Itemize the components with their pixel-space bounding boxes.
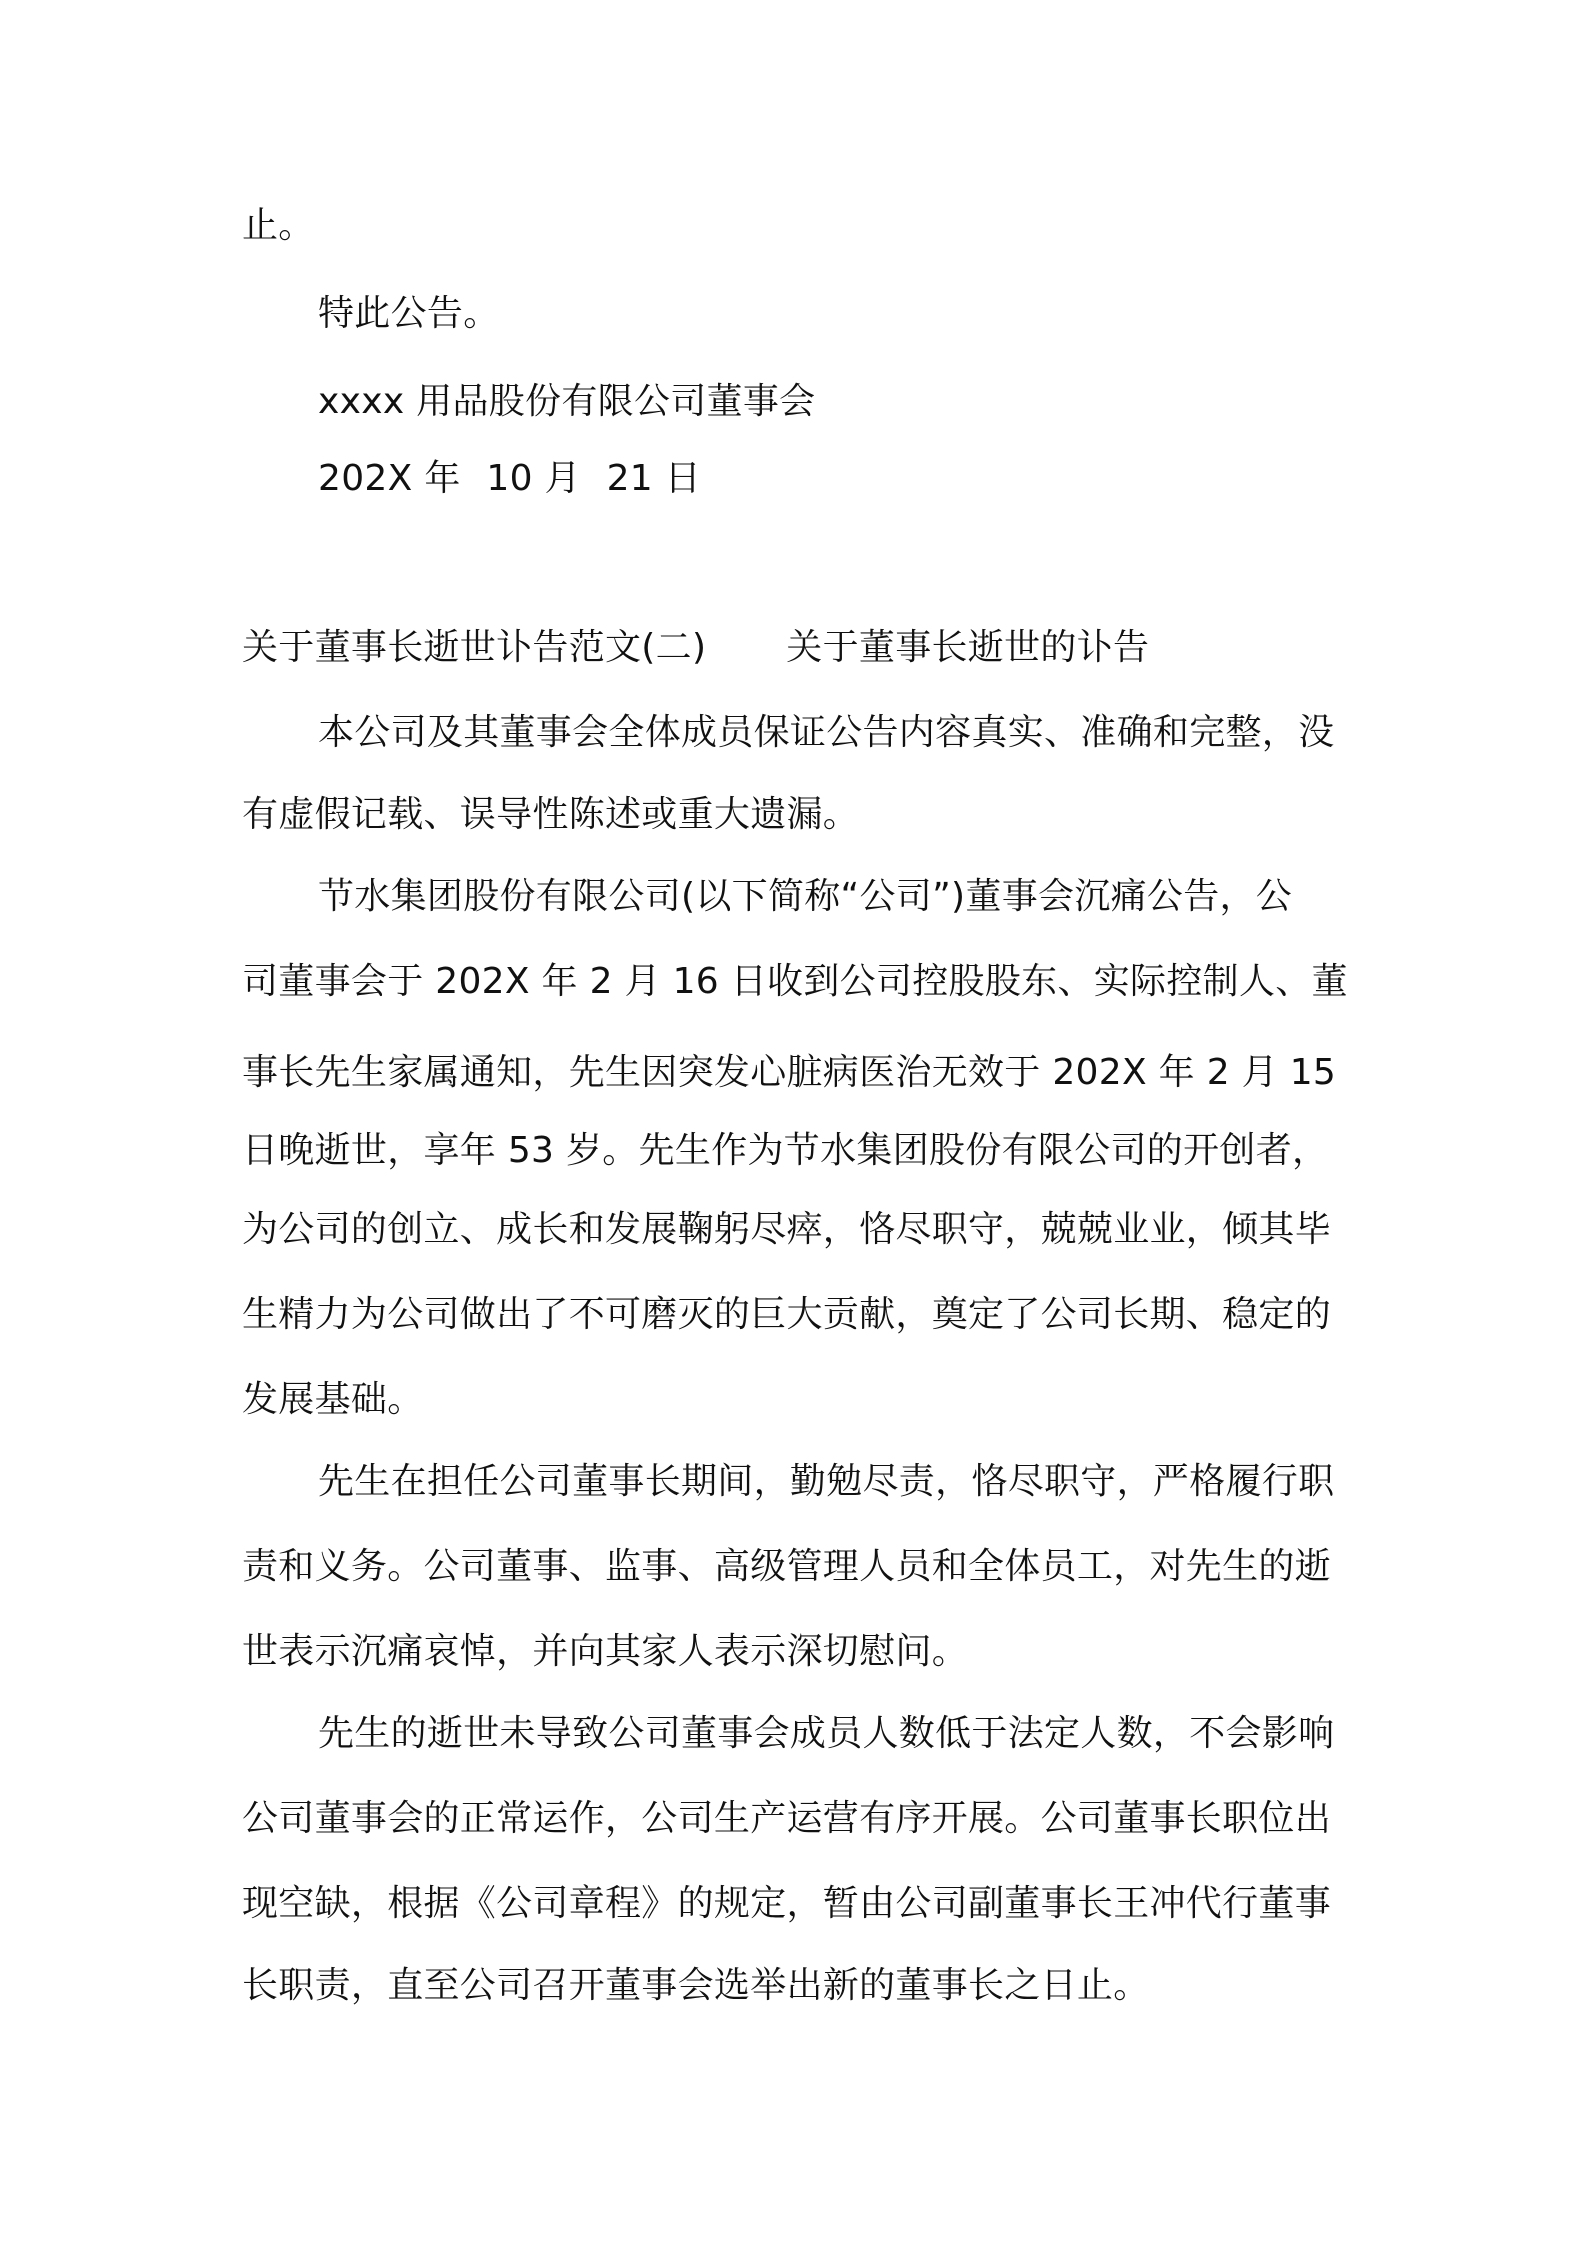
paragraph1-line: 本公司及其董事会全体成员保证公告内容真实、准确和完整，没 <box>318 712 1335 753</box>
paragraph4-line: 公司董事会的正常运作，公司生产运营有序开展。公司董事长职位出 <box>242 1798 1332 1839</box>
paragraph2-line: 发展基础。 <box>242 1379 424 1420</box>
paragraph4-line: 长职责，直至公司召开董事会选举出新的董事长之日止。 <box>242 1965 1150 2006</box>
paragraph4-line: 先生的逝世未导致公司董事会成员人数低于法定人数，不会影响 <box>318 1713 1335 1754</box>
section-heading <box>242 624 1362 672</box>
paragraph4-line: 现空缺，根据《公司章程》的规定，暂由公司副董事长王冲代行董事 <box>242 1883 1332 1924</box>
paragraph2-line: 事长先生家属通知，先生因突发心脏病医治无效于 202X 年 2 月 15 <box>242 1052 1337 1093</box>
paragraph1-line: 有虚假记载、误导性陈述或重大遗漏。 <box>242 794 860 835</box>
previous-notice-tail: 止。 <box>242 205 315 246</box>
date-line <box>318 455 1362 503</box>
date-month: 10 月 <box>486 458 581 499</box>
date-year: 202X 年 <box>318 458 461 499</box>
paragraph3-line: 世表示沉痛哀悼，并向其家人表示深切慰问。 <box>242 1631 969 1672</box>
paragraph2-line: 为公司的创立、成长和发展鞠躬尽瘁，恪尽职守，兢兢业业，倾其毕 <box>242 1209 1332 1250</box>
paragraph2-line: 日晚逝世，享年 53 岁。先生作为节水集团股份有限公司的开创者， <box>242 1130 1329 1171</box>
paragraph3-line: 先生在担任公司董事长期间，勤勉尽责，恪尽职守，严格履行职 <box>318 1461 1335 1502</box>
paragraph2-line: 司董事会于 202X 年 2 月 16 日收到公司控股股东、实际控制人、董 <box>242 961 1348 1002</box>
paragraph2-line: 生精力为公司做出了不可磨灭的巨大贡献，奠定了公司长期、稳定的 <box>242 1294 1332 1335</box>
heading-right: 关于董事长逝世的讣告 <box>786 627 1150 668</box>
paragraph2-line: 节水集团股份有限公司(以下简称“公司”)董事会沉痛公告，公 <box>318 876 1293 917</box>
heading-left: 关于董事长逝世讣告范文(二) <box>242 627 707 668</box>
date-day: 21 日 <box>606 458 702 499</box>
paragraph3-line: 责和义务。公司董事、监事、高级管理人员和全体员工，对先生的逝 <box>242 1546 1332 1587</box>
closing-statement: 特此公告。 <box>318 293 500 334</box>
signature-line: xxxx 用品股份有限公司董事会 <box>318 381 816 422</box>
